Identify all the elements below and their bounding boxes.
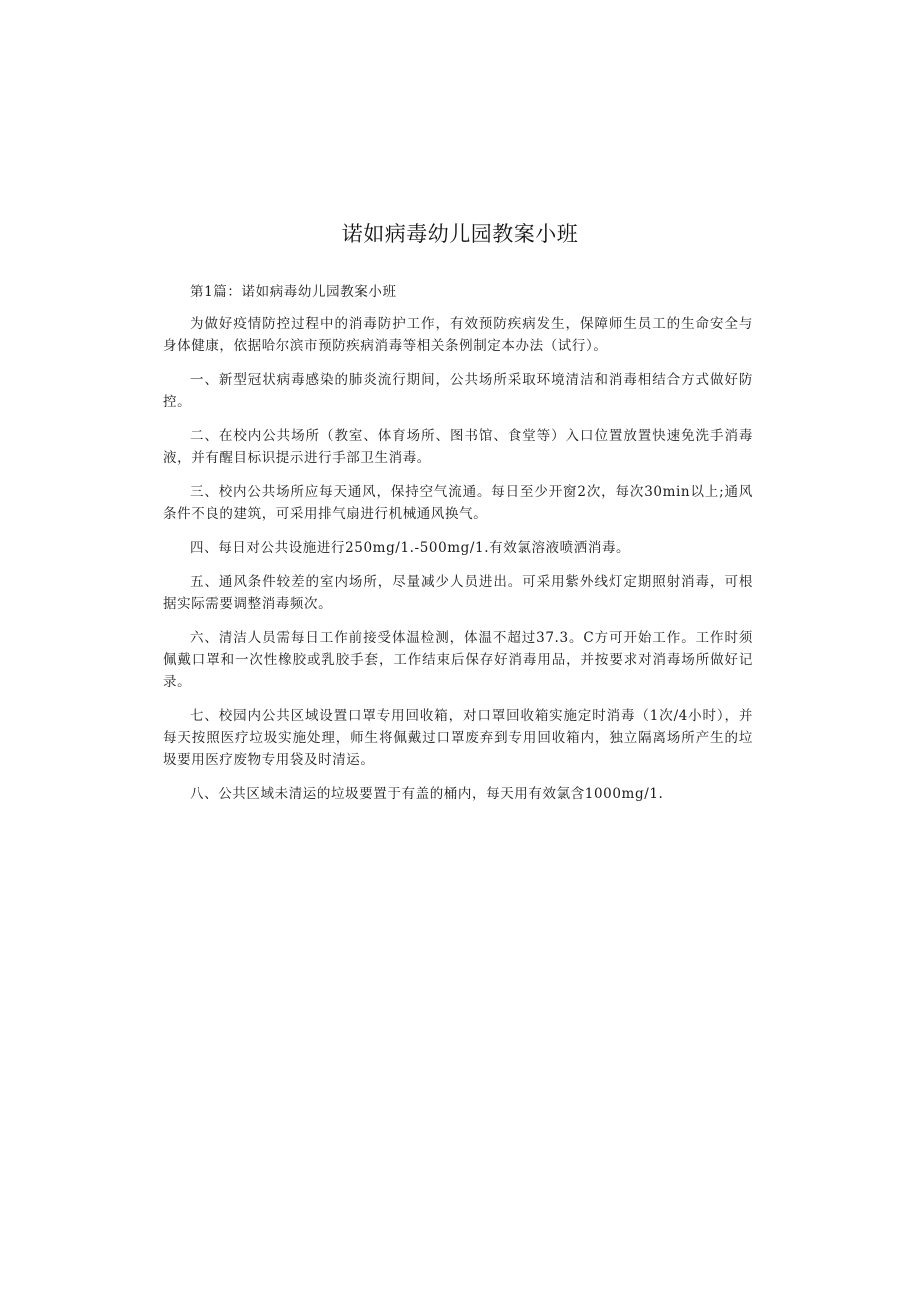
paragraph-item-3: 三、校内公共场所应每天通风，保持空气流通。每日至少开窗2次，每次30min以上;通风条件不良的建筑，可采用排气扇进行机械通风换气。 (163, 484, 753, 522)
paragraph-item-6: 六、清洁人员需每日工作前接受体温检测，体温不超过37.3。C方可开始工作。工作时须佩戴口罩和一次性橡胶或乳胶手套，工作结束后保存好消毒用品，并按要求对消毒场所做好记录。 (163, 630, 753, 690)
paragraph-item-7: 七、校园内公共区域设置口罩专用回收箱，对口罩回收箱实施定时消毒（1次/4小时），并每天按照医疗垃圾实施处理，师生将佩戴过口罩废弃到专用回收箱内，独立隔离场所产生的垃圾要用医疗废物专用袋及时清运。 (163, 708, 753, 768)
section-heading: 第1篇：诺如病毒幼儿园教案小班 (190, 284, 397, 300)
document-title: 诺如病毒幼儿园教案小班 (341, 222, 579, 246)
paragraph-item-5: 五、通风条件较差的室内场所，尽量减少人员进出。可采用紫外线灯定期照射消毒，可根据实际需要调整消毒频次。 (163, 574, 753, 612)
paragraph-item-2: 二、在校内公共场所（教室、体育场所、图书馆、食堂等）入口位置放置快速免洗手消毒液，并有醒目标识提示进行手部卫生消毒。 (163, 428, 753, 466)
paragraph-intro: 为做好疫情防控过程中的消毒防护工作，有效预防疾病发生，保障师生员工的生命安全与身体健康，依据哈尔滨市预防疾病消毒等相关条例制定本办法（试行）。 (163, 316, 753, 354)
paragraph-item-1: 一、新型冠状病毒感染的肺炎流行期间，公共场所采取环境清洁和消毒相结合方式做好防控。 (163, 372, 753, 410)
paragraph-item-4: 四、每日对公共设施进行250mg/1.-500mg/1.有效氯溶液喷洒消毒。 (190, 540, 631, 556)
document-body (163, 281, 753, 817)
paragraph-item-8: 八、公共区域未清运的垃圾要置于有盖的桶内，每天用有效氯含1000mg/1. (190, 786, 664, 802)
